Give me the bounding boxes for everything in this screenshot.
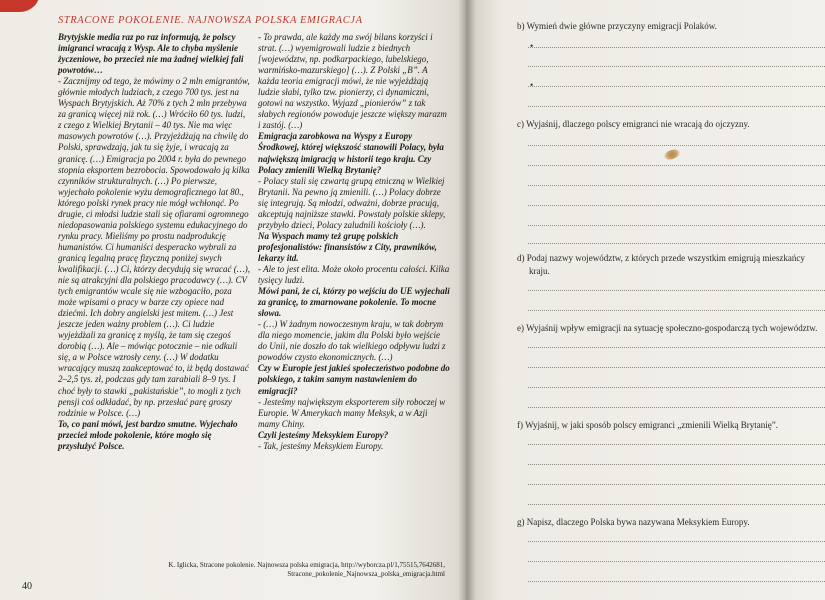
answer-line[interactable] — [528, 243, 825, 244]
answer-line[interactable] — [528, 310, 825, 311]
right-page — [466, 0, 825, 600]
corner-tab-decoration — [0, 0, 40, 12]
answer-line[interactable] — [528, 484, 825, 485]
answer-line[interactable] — [528, 185, 825, 186]
answer-line[interactable] — [528, 581, 825, 582]
article-col2-paragraph: Emigracja zarobkowa na Wyspy z Europy Środkowej, której większość stanowili Polacy, była największą imigracją w historii tego kraju. Czy Polacy zmienili Wielką Brytanię? — [258, 131, 444, 175]
answer-bullet-1: • — [530, 41, 534, 51]
answer-bullet-2: • — [530, 80, 534, 90]
article-col2-paragraph: - Jesteśmy największym eksporterem siły roboczej w Europie. W Amerykach mamy Meksyk, a w Azji mamy Chiny. — [258, 396, 446, 429]
answer-line[interactable] — [528, 145, 825, 146]
answer-line[interactable] — [528, 165, 825, 166]
article-col2-paragraph: - To prawda, ale każdy ma swój bilans korzyści i strat. (…) wyemigrowali ludzie z biednych [województw, np. podkarpackiego, lubelskiego, warmińsko-mazurskiego] (…). Z Polski „B”. A każda teoria emigracji mówi, że nie wyjeżdżają ludzie słabi, tylko tzw. pionierzy, ci dynamiczni, gotowi na wszystko. Wyjazd „pionierów” z tak słabych regionów powoduje jeszcze większy marazm i zastój. (…) — [258, 32, 447, 131]
source-citation: K. Iglicka, Stracone pokolenie. Najnowsza polska emigracja, http://wyborcza.pl/1,75515,7642681, Stracone_pokolenie_Najnowsza_polska_emigracja.html — [168, 561, 445, 578]
page-number: 40 — [22, 581, 32, 592]
question-f: f) Wyjaśnij, w jaki sposób polscy emigranci „zmienili Wielką Brytanię”. — [517, 420, 778, 430]
answer-line[interactable] — [528, 464, 825, 465]
answer-line[interactable] — [528, 106, 825, 107]
question-c: c) Wyjaśnij, dlaczego polscy emigranci nie wracają do ojczyzny. — [517, 119, 750, 129]
answer-line[interactable] — [528, 347, 825, 348]
question-d: d) Podaj nazwy województw, z których przede wszystkim emigrują mieszkańcy — [517, 253, 805, 263]
answer-line[interactable] — [528, 205, 825, 206]
question-e: e) Wyjaśnij wpływ emigracji na sytuację społeczno-gospodarczą tych województw. — [517, 323, 818, 333]
answer-line[interactable] — [528, 444, 825, 445]
article-col2-paragraph: Na Wyspach mamy też grupę polskich profesjonalistów: finansistów z City, prawników, lekarzy itd. — [258, 230, 437, 263]
article-column-1 — [58, 32, 250, 452]
answer-line[interactable] — [528, 367, 825, 368]
answer-line[interactable] — [528, 561, 825, 562]
answer-line[interactable] — [528, 387, 825, 388]
question-b: b) Wymień dwie główne przyczyny emigracji Polaków. — [517, 21, 717, 31]
answer-line[interactable] — [528, 290, 825, 291]
article-col2-paragraph: - Ale to jest elita. Może około procentu całości. Kilka tysięcy ludzi. — [258, 263, 450, 286]
answer-line[interactable] — [528, 504, 825, 505]
article-col1-paragraph: - Zacznijmy od tego, że mówimy o 2 mln emigrantów, głównie młodych ludziach, z czego 700 tys. jest na Wyspach Brytyjskich. Aż 70% z tych 2 mln przebywa za granicą więcej niż rok. (…) Wróciło 60 tys. ludzi, z czego z Wielkiej Brytanii – 40 tys. Nie ma więc masowych powrotów (…). Przyjeżdżają na chwilę do Polski, sprawdzają, jak tu się żyje, i wracają za granicę. (…) Emigracja po 2004 r. była do pewnego stopnia eksportem bezrobocia. Spowodowało ją kilka czynników strukturalnych. (…) Po pierwsze, wyjechało pokolenie wyżu demograficznego lat 80., którego polski rynek pracy nie mógł wchłonąć. Po drugie, ci młodsi ludzie stali się ofiarami ogromnego niedopasowania polskiego systemu edukacyjnego do rynku pracy. Mieliśmy po prostu nadprodukcję humanistów. Ci humaniści desperacko wybrali za granicą legalną pracę fizyczną poniżej swych kwalifikacji. (…) Ci, którzy decydują się wracać (…), nie są atrakcyjni dla polskiego pracodawcy (…). CV tych emigrantów wcale się nie wzbogaciło, poza może wpisami o pracy w barze czy opiece nad dziećmi. Ich dobry angielski jest mitem. (…) Jest jeszcze jeden ważny problem (…). Ci ludzie wyjeżdżali za granicę z myślą, że tam się czegoś dorobią (…). Ale – mówiąc potocznie – nie odkuli się, a w Polsce wzrosły ceny. (…) W dodatku wracający muszą zaakceptować to, iż będą dostawać 2–2,5 tys. zł, podczas gdy tam zarabiali 8–9 tys. I choć były to stawki „pakistańskie”, to mogli z tych pensji coś odkładać, by np. przesłać parę groszy rodzinie w Polsce. (…) — [58, 76, 250, 418]
article-col2-paragraph: Mówi pani, że ci, którzy po wejściu do UE wyjechali za granicę, to zmarnowane pokolenie. To mocne słowa. — [258, 286, 450, 319]
answer-line[interactable] — [528, 66, 825, 67]
question-g: g) Napisz, dlaczego Polska bywa nazywana Meksykiem Europy. — [517, 517, 750, 527]
answer-line[interactable] — [528, 541, 825, 542]
question-d-cont-text: kraju. — [529, 266, 550, 276]
article-col2-paragraph: Czyli jesteśmy Meksykiem Europy? — [258, 429, 389, 440]
book-gutter-shadow — [458, 0, 476, 600]
article-col1-paragraph: To, co pani mówi, jest bardzo smutne. Wyjechało przecież młode pokolenie, które mogło się przysłużyć Polsce. — [58, 418, 238, 451]
answer-line[interactable] — [528, 407, 825, 408]
article-column-2 — [258, 32, 450, 452]
answer-line[interactable] — [528, 47, 825, 48]
article-col2-paragraph: - Tak, jesteśmy Meksykiem Europy. — [258, 440, 384, 451]
question-d-continuation — [517, 266, 550, 276]
article-title: STRACONE POKOLENIE. NAJNOWSZA POLSKA EMIGRACJA — [58, 15, 363, 26]
article-col2-paragraph: - (…) W żadnym nowoczesnym kraju, w tak dobrym dla niego momencie, jakim dla Polski było wejście do Unii, nie doszło do tak wielkiego odpływu ludzi z powodów czysto ekonomicznych. (…) — [258, 319, 446, 363]
answer-line[interactable] — [528, 225, 825, 226]
article-col1-paragraph: Brytyjskie media raz po raz informują, że polscy imigranci wracają z Wysp. Ale to chyba myślenie życzeniowe, bo przecież nie ma żadnej wielkiej fali powrotów… — [58, 32, 244, 76]
article-col2-paragraph: - Polacy stali się czwartą grupą etniczną w Wielkiej Brytanii. Na pewno ją zmienili. (…) Polacy dobrze się integrują. Są młodzi, odważni, dobrze pracują, akceptują najniższe stawki. Powstały polskie sklepy, przybyło dzieci, Polacy zaludnili kościoły (…). — [258, 175, 446, 230]
article-col2-paragraph: Czy w Europie jest jakieś społeczeństwo podobne do polskiego, z takim samym nastawieniem do emigracji? — [258, 363, 450, 396]
answer-line[interactable] — [528, 86, 825, 87]
